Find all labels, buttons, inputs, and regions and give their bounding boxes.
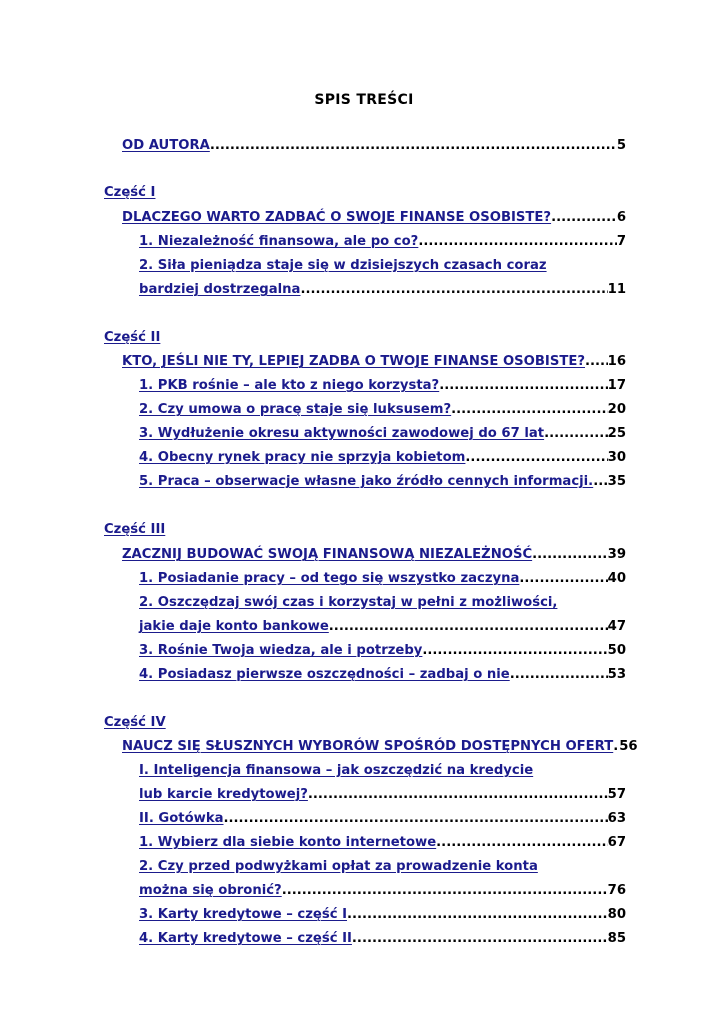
toc-link[interactable]: lub karcie kredytowej?: [139, 787, 308, 802]
toc-link[interactable]: OD AUTORA: [122, 138, 210, 153]
part-label-1[interactable]: Część I: [104, 185, 156, 200]
toc-link[interactable]: II. Gotówka: [139, 811, 224, 826]
toc-page-number: 39: [607, 547, 626, 562]
toc-link[interactable]: 1. Posiadanie pracy – od tego się wszystko zaczyna: [139, 571, 520, 586]
toc-link[interactable]: 3. Wydłużenie okresu aktywności zawodowej do 67 lat: [139, 426, 545, 441]
toc-entry[interactable]: [139, 619, 626, 635]
toc-entry[interactable]: [139, 835, 626, 851]
toc-page-number: 6: [616, 210, 626, 225]
toc-leader-dots: [532, 547, 608, 563]
toc-link[interactable]: jakie daje konto bankowe: [139, 619, 329, 634]
toc-link[interactable]: 4. Obecny rynek pracy nie sprzyja kobietom: [139, 450, 466, 465]
toc-page-number: 25: [607, 426, 626, 441]
toc-heading-part-3[interactable]: [122, 547, 626, 563]
toc-entry[interactable]: [139, 907, 626, 923]
toc-heading-part-4[interactable]: [122, 739, 638, 755]
part-label-4[interactable]: Część IV: [104, 715, 166, 730]
toc-entry[interactable]: [139, 643, 626, 659]
toc-leader-dots: [329, 619, 608, 635]
toc-page-number: 57: [607, 787, 626, 802]
toc-entry[interactable]: [139, 234, 626, 250]
toc-entry-line1[interactable]: 2. Siła pieniądza staje się w dzisiejszych czasach coraz: [139, 258, 547, 273]
toc-link[interactable]: można się obronić?: [139, 883, 282, 898]
page-title: SPIS TREŚCI: [314, 92, 414, 108]
toc-leader-dots: [436, 835, 607, 851]
toc-leader-dots: [308, 787, 608, 803]
toc-entry-line1[interactable]: 2. Czy przed podwyżkami opłat za prowadzenie konta: [139, 859, 538, 874]
toc-page-number: 53: [607, 667, 626, 682]
toc-entry[interactable]: [139, 426, 626, 442]
toc-link[interactable]: 3. Rośnie Twoja wiedza, ale i potrzeby: [139, 643, 423, 658]
toc-link[interactable]: NAUCZ SIĘ SŁUSZNYCH WYBORÓW SPOŚRÓD DOSTĘPNYCH OFERT: [122, 739, 614, 754]
toc-entry[interactable]: [139, 282, 626, 298]
toc-leader-dots: [465, 450, 607, 466]
toc-entry[interactable]: [139, 811, 626, 827]
part-label-3[interactable]: Część III: [104, 522, 166, 537]
toc-page-number: 85: [607, 931, 626, 946]
toc-entry[interactable]: [139, 667, 626, 683]
toc-entry[interactable]: [139, 571, 626, 587]
toc-page-number: 63: [607, 811, 626, 826]
toc-leader-dots: [210, 138, 617, 154]
toc-page-number: 11: [607, 282, 626, 297]
toc-leader-dots: [422, 643, 607, 659]
toc-leader-dots: [593, 474, 607, 490]
toc-link[interactable]: 1. Niezależność finansowa, ale po co?: [139, 234, 419, 249]
toc-entry[interactable]: [139, 378, 626, 394]
toc-page-number: 17: [607, 378, 626, 393]
toc-entry[interactable]: [139, 931, 626, 947]
toc-leader-dots: [224, 811, 608, 827]
toc-page-number: 35: [607, 474, 626, 489]
toc-entry-line1[interactable]: 2. Oszczędzaj swój czas i korzystaj w pełni z możliwości,: [139, 595, 558, 610]
toc-page-number: 76: [607, 883, 626, 898]
toc-page-number: 50: [607, 643, 626, 658]
toc-entry[interactable]: [139, 402, 626, 418]
toc-leader-dots: [451, 402, 607, 418]
toc-page-number: 40: [607, 571, 626, 586]
toc-link[interactable]: 5. Praca – obserwacje własne jako źródło cennych informacji.: [139, 474, 594, 489]
toc-page-number: 16: [607, 354, 626, 369]
toc-link[interactable]: 1. PKB rośnie – ale kto z niego korzysta?: [139, 378, 440, 393]
toc-page-number: 30: [607, 450, 626, 465]
toc-link[interactable]: 1. Wybierz dla siebie konto internetowe: [139, 835, 437, 850]
toc-heading-part-1[interactable]: [122, 210, 626, 226]
toc-leader-dots: [347, 907, 608, 923]
toc-entry-od-autora[interactable]: [122, 138, 626, 154]
toc-page-number: 5: [616, 138, 626, 153]
part-label-2[interactable]: Część II: [104, 330, 161, 345]
toc-page-number: 47: [607, 619, 626, 634]
toc-page-number: 7: [616, 234, 626, 249]
toc-link[interactable]: 2. Czy umowa o pracę staje się luksusem?: [139, 402, 452, 417]
toc-leader-dots: [585, 354, 608, 370]
toc-link[interactable]: 4. Posiadasz pierwsze oszczędności – zadbaj o nie: [139, 667, 510, 682]
toc-link[interactable]: 4. Karty kredytowe – część II: [139, 931, 352, 946]
toc-leader-dots: [510, 667, 608, 683]
toc-link[interactable]: ZACZNIJ BUDOWAĆ SWOJĄ FINANSOWĄ NIEZALEŻNOŚĆ: [122, 547, 533, 562]
toc-page-number: 56: [619, 739, 638, 754]
toc-entry[interactable]: [139, 787, 626, 803]
toc-link[interactable]: 3. Karty kredytowe – część I: [139, 907, 348, 922]
toc-link[interactable]: bardziej dostrzegalna: [139, 282, 301, 297]
toc-heading-part-2[interactable]: [122, 354, 626, 370]
toc-entry-line1[interactable]: I. Inteligencja finansowa – jak oszczędzić na kredycie: [139, 763, 534, 778]
toc-leader-dots: [439, 378, 607, 394]
toc-leader-dots: [300, 282, 607, 298]
toc-page-number: 67: [607, 835, 626, 850]
toc-page-number: 20: [607, 402, 626, 417]
toc-link[interactable]: DLACZEGO WARTO ZADBAĆ O SWOJE FINANSE OSOBISTE?: [122, 210, 552, 225]
toc-leader-dots: [282, 883, 608, 899]
toc-entry[interactable]: [139, 450, 626, 466]
toc-leader-dots: [544, 426, 608, 442]
toc-leader-dots: [519, 571, 607, 587]
toc-leader-dots: [352, 931, 608, 947]
toc-entry[interactable]: [139, 883, 626, 899]
toc-entry[interactable]: [139, 474, 626, 490]
toc-page-number: 80: [607, 907, 626, 922]
toc-leader-dots: [551, 210, 617, 226]
toc-link[interactable]: KTO, JEŚLI NIE TY, LEPIEJ ZADBA O TWOJE FINANSE OSOBISTE?: [122, 354, 585, 369]
toc-leader-dots: [418, 234, 616, 250]
